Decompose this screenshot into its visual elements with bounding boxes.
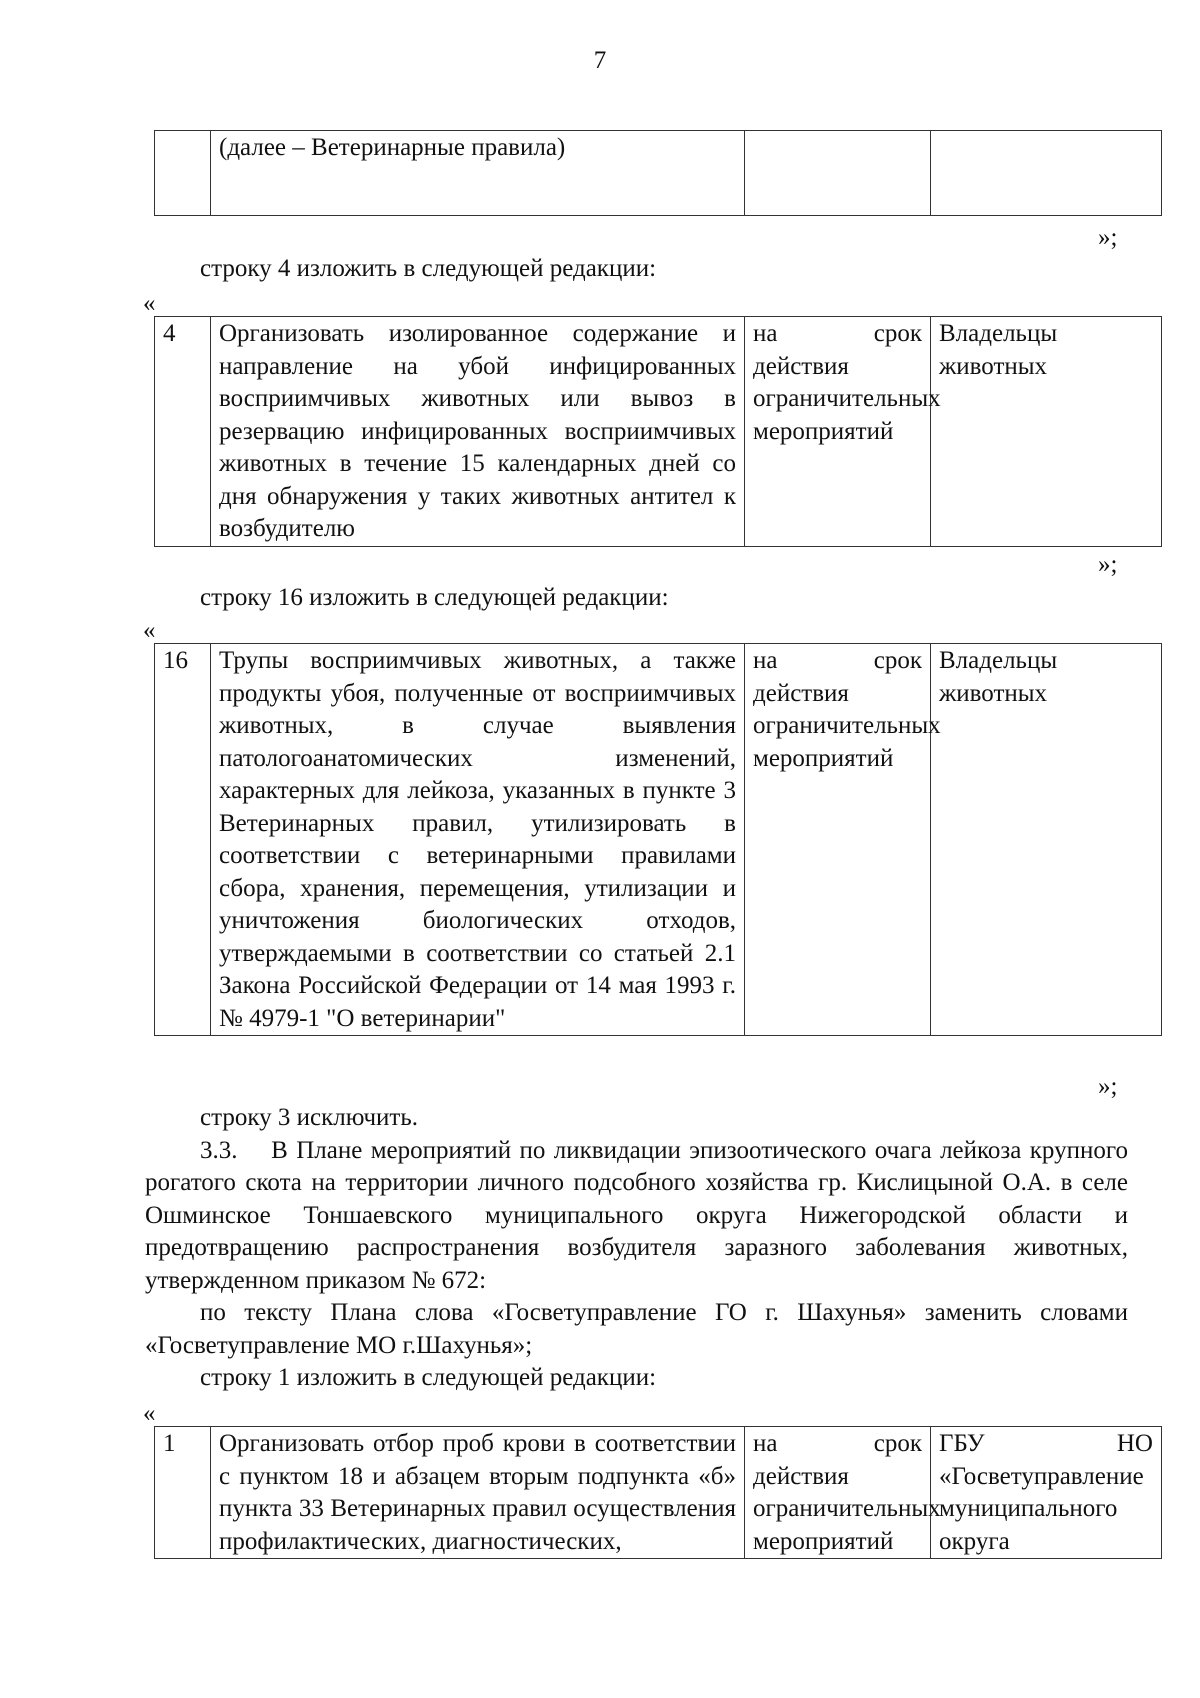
table-row — [155, 644, 1162, 1036]
row-responsible-cell: ГБУ НО «Госветуправление муниципального округа — [931, 1427, 1162, 1559]
row-term-cell — [745, 131, 931, 216]
paragraph-3-3: 3.3. В Плане мероприятий по ликвидации эпизоотического очага лейкоза крупного рогатого скота на территории личного подсобного хозяйства гр. Кислицыной О.А. в селе Ошминское Тоншаевского муниципального округа Нижегородской области и предотвращению распространения возбудителя заразного заболевания животных, утвержденном приказом № 672: — [145, 1136, 1128, 1294]
row-text-cell: Трупы восприимчивых животных, а также продукты убоя, полученные от восприимчивых животных, в случае выявления патологоанатомических изменений, характерных для лейкоза, указанных в пункте 3 Ветеринарных правил, утилизировать в соответствии с ветеринарными правилами сбора, хранения, перемещения, утилизации и уничтожения биологических отходов, утверждаемыми в соответствии со статьей 2.1 Закона Российской Федерации от 14 мая 1993 г. № 4979-1 "О ветеринарии" — [211, 644, 745, 1036]
table-continuation — [154, 130, 1162, 216]
closing-quote: »; — [1098, 1073, 1118, 1100]
row-number-cell: 16 — [155, 644, 211, 1036]
row-text-cell: Организовать изолированное содержание и направление на убой инфицированных восприимчивых животных или вывоз в резервацию инфицированных восприимчивых животных в течение 15 календарных дней со дня обнаружения у таких животных антител к возбудителю — [211, 317, 745, 547]
row-responsible-cell: Владельцы животных — [931, 644, 1162, 1036]
body-text — [145, 1102, 1128, 1395]
closing-quote: »; — [1098, 224, 1118, 251]
opening-quote: « — [143, 617, 156, 644]
row-number-cell — [155, 131, 211, 216]
opening-quote: « — [143, 1400, 156, 1427]
instruction-row-16: строку 16 изложить в следующей редакции: — [200, 584, 669, 611]
table-row — [155, 1427, 1162, 1559]
table-row-4 — [154, 316, 1162, 547]
row-number-cell: 1 — [155, 1427, 211, 1559]
instruction-row-1: строку 1 изложить в следующей редакции: — [200, 1364, 657, 1391]
row-term-cell: на срок действия ограничительных мероприятий — [745, 1427, 931, 1559]
table-row-16 — [154, 643, 1162, 1036]
instruction-row-4: строку 4 изложить в следующей редакции: — [200, 255, 657, 282]
row-text-cell: (далее – Ветеринарные правила) — [211, 131, 745, 216]
table-row-1 — [154, 1426, 1162, 1559]
row-responsible-cell: Владельцы животных — [931, 317, 1162, 547]
row-number-cell: 4 — [155, 317, 211, 547]
row-term-cell: на срок действия ограничительных мероприятий — [745, 317, 931, 547]
closing-quote: »; — [1098, 551, 1118, 578]
row-responsible-cell — [931, 131, 1162, 216]
paragraph-text-replacement: по тексту Плана слова «Госветуправление ГО г. Шахунья» заменить словами «Госветуправление МО г.Шахунья»; — [145, 1299, 1128, 1359]
page-number: 7 — [593, 47, 607, 74]
table-row — [155, 317, 1162, 547]
opening-quote: « — [143, 290, 156, 317]
row-term-cell: на срок действия ограничительных мероприятий — [745, 644, 931, 1036]
table-row — [155, 131, 1162, 216]
instruction-row-3: строку 3 исключить. — [200, 1104, 418, 1131]
row-text-cell: Организовать отбор проб крови в соответствии с пунктом 18 и абзацем вторым подпункта «б» пункта 33 Ветеринарных правил осуществления профилактических, диагностических, — [211, 1427, 745, 1559]
